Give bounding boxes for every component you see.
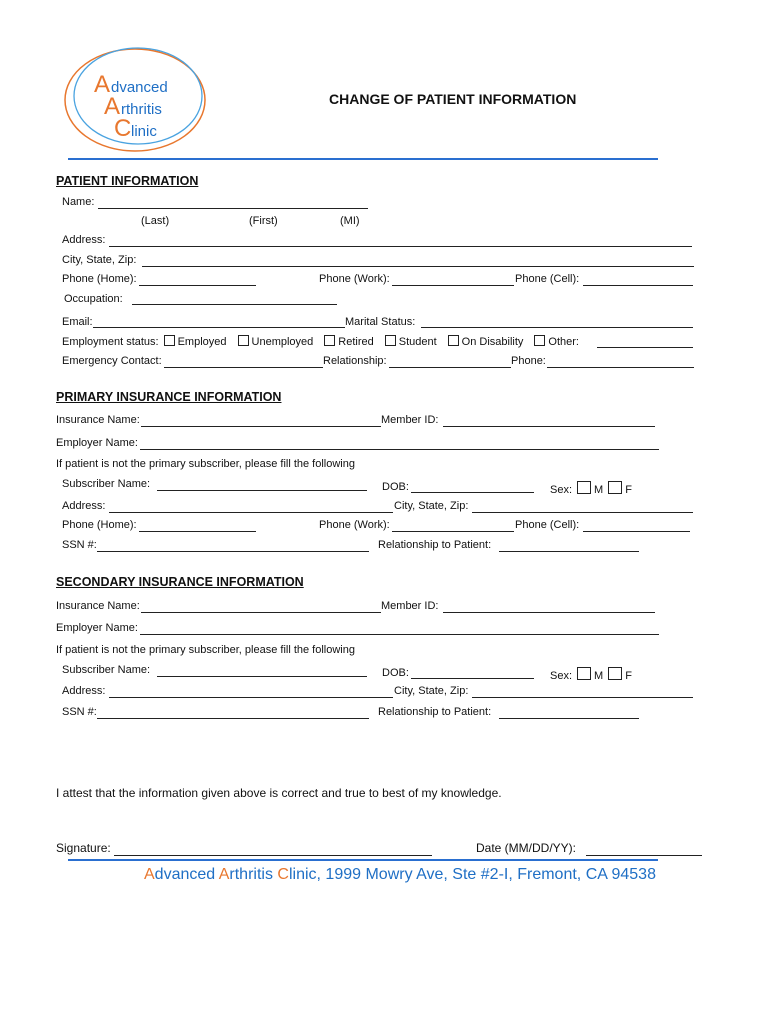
name-field[interactable]	[98, 194, 368, 209]
signature-label: Signature:	[56, 841, 111, 855]
primary-dob-label: DOB:	[382, 481, 409, 493]
primary-city-field[interactable]	[472, 498, 693, 513]
primary-phone-work-field[interactable]	[392, 517, 514, 532]
emergency-field[interactable]	[164, 353, 323, 368]
primary-phone-cell-field[interactable]	[583, 517, 690, 532]
primary-sex-f-label: F	[625, 484, 632, 496]
primary-employer-label: Employer Name:	[56, 437, 138, 449]
primary-rel-label: Relationship to Patient:	[378, 539, 492, 551]
secondary-sex-row	[550, 667, 632, 683]
secondary-subscriber-label: Subscriber Name:	[62, 664, 151, 676]
primary-note: If patient is not the primary subscriber, please fill the following	[56, 458, 355, 470]
name-label: Name:	[62, 196, 95, 208]
relationship-field[interactable]	[389, 353, 511, 368]
secondary-sex-m-label: M	[594, 670, 604, 682]
secondary-sex-label: Sex:	[550, 670, 573, 682]
relationship-label: Relationship:	[323, 355, 387, 367]
phone-work-field[interactable]	[392, 271, 514, 286]
logo-word-dvanced: dvanced	[111, 79, 168, 96]
last-hint: (Last)	[141, 215, 170, 227]
secondary-subscriber-field[interactable]	[157, 662, 367, 677]
footer-text-rest: linic, 1999 Mowry Ave, Ste #2-I, Fremont, CA 94538	[288, 866, 656, 883]
emergency-label: Emergency Contact:	[62, 355, 162, 367]
secondary-rel-field[interactable]	[499, 704, 639, 719]
footer-letter-c: C	[277, 866, 289, 883]
secondary-insurance-name-field[interactable]	[141, 598, 381, 613]
footer-text-dvanced: dvanced	[154, 866, 219, 883]
email-field[interactable]	[93, 313, 345, 328]
logo-letter-a1: A	[94, 71, 111, 98]
patient-section-header: PATIENT INFORMATION	[56, 174, 199, 188]
clinic-logo	[60, 44, 210, 156]
primary-ssn-field[interactable]	[97, 537, 369, 552]
secondary-dob-label: DOB:	[382, 667, 409, 679]
phone-home-field[interactable]	[139, 271, 256, 286]
primary-phone-home-field[interactable]	[139, 517, 256, 532]
secondary-sex-f-checkbox[interactable]	[608, 667, 622, 680]
secondary-address-label: Address:	[62, 685, 106, 697]
secondary-section-header: SECONDARY INSURANCE INFORMATION	[56, 575, 304, 589]
phone-home-label: Phone (Home):	[62, 273, 137, 285]
primary-section-header: PRIMARY INSURANCE INFORMATION	[56, 390, 282, 404]
secondary-member-id-label: Member ID:	[381, 600, 439, 612]
marital-field[interactable]	[421, 313, 693, 328]
first-hint: (First)	[249, 215, 278, 227]
primary-sex-f-checkbox[interactable]	[608, 481, 622, 494]
primary-dob-field[interactable]	[411, 478, 534, 493]
secondary-rel-label: Relationship to Patient:	[378, 706, 492, 718]
primary-insurance-name-label: Insurance Name:	[56, 414, 140, 426]
primary-subscriber-label: Subscriber Name:	[62, 478, 151, 490]
emergency-phone-field[interactable]	[547, 353, 694, 368]
secondary-dob-field[interactable]	[411, 664, 534, 679]
secondary-city-label: City, State, Zip:	[394, 685, 469, 697]
disability-checkbox[interactable]	[448, 335, 459, 346]
retired-label: Retired	[338, 336, 374, 348]
phone-cell-field[interactable]	[583, 271, 693, 286]
primary-phone-work-label: Phone (Work):	[319, 519, 390, 531]
city-label: City, State, Zip:	[62, 254, 137, 266]
secondary-employer-label: Employer Name:	[56, 622, 138, 634]
primary-phone-cell-label: Phone (Cell):	[515, 519, 580, 531]
phone-work-label: Phone (Work):	[319, 273, 390, 285]
logo-word-rthritis: rthritis	[121, 101, 162, 118]
logo-word-linic: linic	[131, 123, 157, 140]
date-label: Date (MM/DD/YY):	[476, 841, 577, 855]
employment-row	[62, 335, 579, 349]
primary-member-id-field[interactable]	[443, 412, 655, 427]
primary-sex-m-label: M	[594, 484, 604, 496]
other-checkbox[interactable]	[534, 335, 545, 346]
secondary-member-id-field[interactable]	[443, 598, 655, 613]
student-label: Student	[398, 336, 437, 348]
footer-rule	[68, 859, 658, 861]
secondary-employer-field[interactable]	[140, 620, 659, 635]
retired-checkbox[interactable]	[324, 335, 335, 346]
secondary-note: If patient is not the primary subscriber, please fill the following	[56, 644, 355, 656]
emergency-phone-label: Phone:	[511, 355, 546, 367]
mi-hint: (MI)	[340, 215, 360, 227]
employed-label: Employed	[177, 336, 227, 348]
secondary-sex-m-checkbox[interactable]	[577, 667, 591, 680]
marital-label: Marital Status:	[345, 316, 416, 328]
header-rule	[68, 158, 658, 160]
attestation-text: I attest that the information given above is correct and true to best of my knowledge.	[56, 786, 502, 800]
footer-letter-a2: A	[218, 866, 230, 883]
phone-cell-label: Phone (Cell):	[515, 273, 580, 285]
employment-label: Employment status:	[62, 336, 159, 348]
primary-insurance-name-field[interactable]	[141, 412, 381, 427]
unemployed-checkbox[interactable]	[238, 335, 249, 346]
primary-sex-row	[550, 481, 632, 497]
footer-text-rthritis: rthritis	[229, 866, 278, 883]
page-title: CHANGE OF PATIENT INFORMATION	[329, 91, 577, 107]
footer-letter-a1: A	[144, 866, 155, 883]
primary-phone-home-label: Phone (Home):	[62, 519, 137, 531]
primary-employer-field[interactable]	[140, 435, 659, 450]
primary-sex-m-checkbox[interactable]	[577, 481, 591, 494]
other-field[interactable]	[597, 333, 693, 348]
secondary-ssn-field[interactable]	[97, 704, 369, 719]
employed-checkbox[interactable]	[164, 335, 175, 346]
signature-field[interactable]	[114, 841, 432, 856]
secondary-insurance-name-label: Insurance Name:	[56, 600, 140, 612]
email-label: Email:	[62, 316, 93, 328]
secondary-city-field[interactable]	[472, 683, 693, 698]
primary-sex-label: Sex:	[550, 484, 573, 496]
secondary-sex-f-label: F	[625, 670, 632, 682]
primary-address-field[interactable]	[109, 498, 393, 513]
primary-subscriber-field[interactable]	[157, 476, 367, 491]
logo-letter-c: C	[114, 115, 132, 142]
primary-rel-field[interactable]	[499, 537, 639, 552]
student-checkbox[interactable]	[385, 335, 396, 346]
address-label: Address:	[62, 234, 106, 246]
date-field[interactable]	[586, 841, 702, 856]
disability-label: On Disability	[461, 336, 524, 348]
secondary-address-field[interactable]	[109, 683, 393, 698]
unemployed-label: Unemployed	[251, 336, 314, 348]
occupation-field[interactable]	[132, 290, 337, 305]
primary-address-label: Address:	[62, 500, 106, 512]
footer-address	[144, 866, 656, 884]
city-field[interactable]	[142, 252, 694, 267]
occupation-label: Occupation:	[64, 293, 123, 305]
primary-member-id-label: Member ID:	[381, 414, 439, 426]
primary-city-label: City, State, Zip:	[394, 500, 469, 512]
primary-ssn-label: SSN #:	[62, 539, 97, 551]
address-field[interactable]	[109, 232, 692, 247]
other-label: Other:	[548, 336, 579, 348]
logo-letter-a2: A	[104, 93, 121, 120]
secondary-ssn-label: SSN #:	[62, 706, 97, 718]
